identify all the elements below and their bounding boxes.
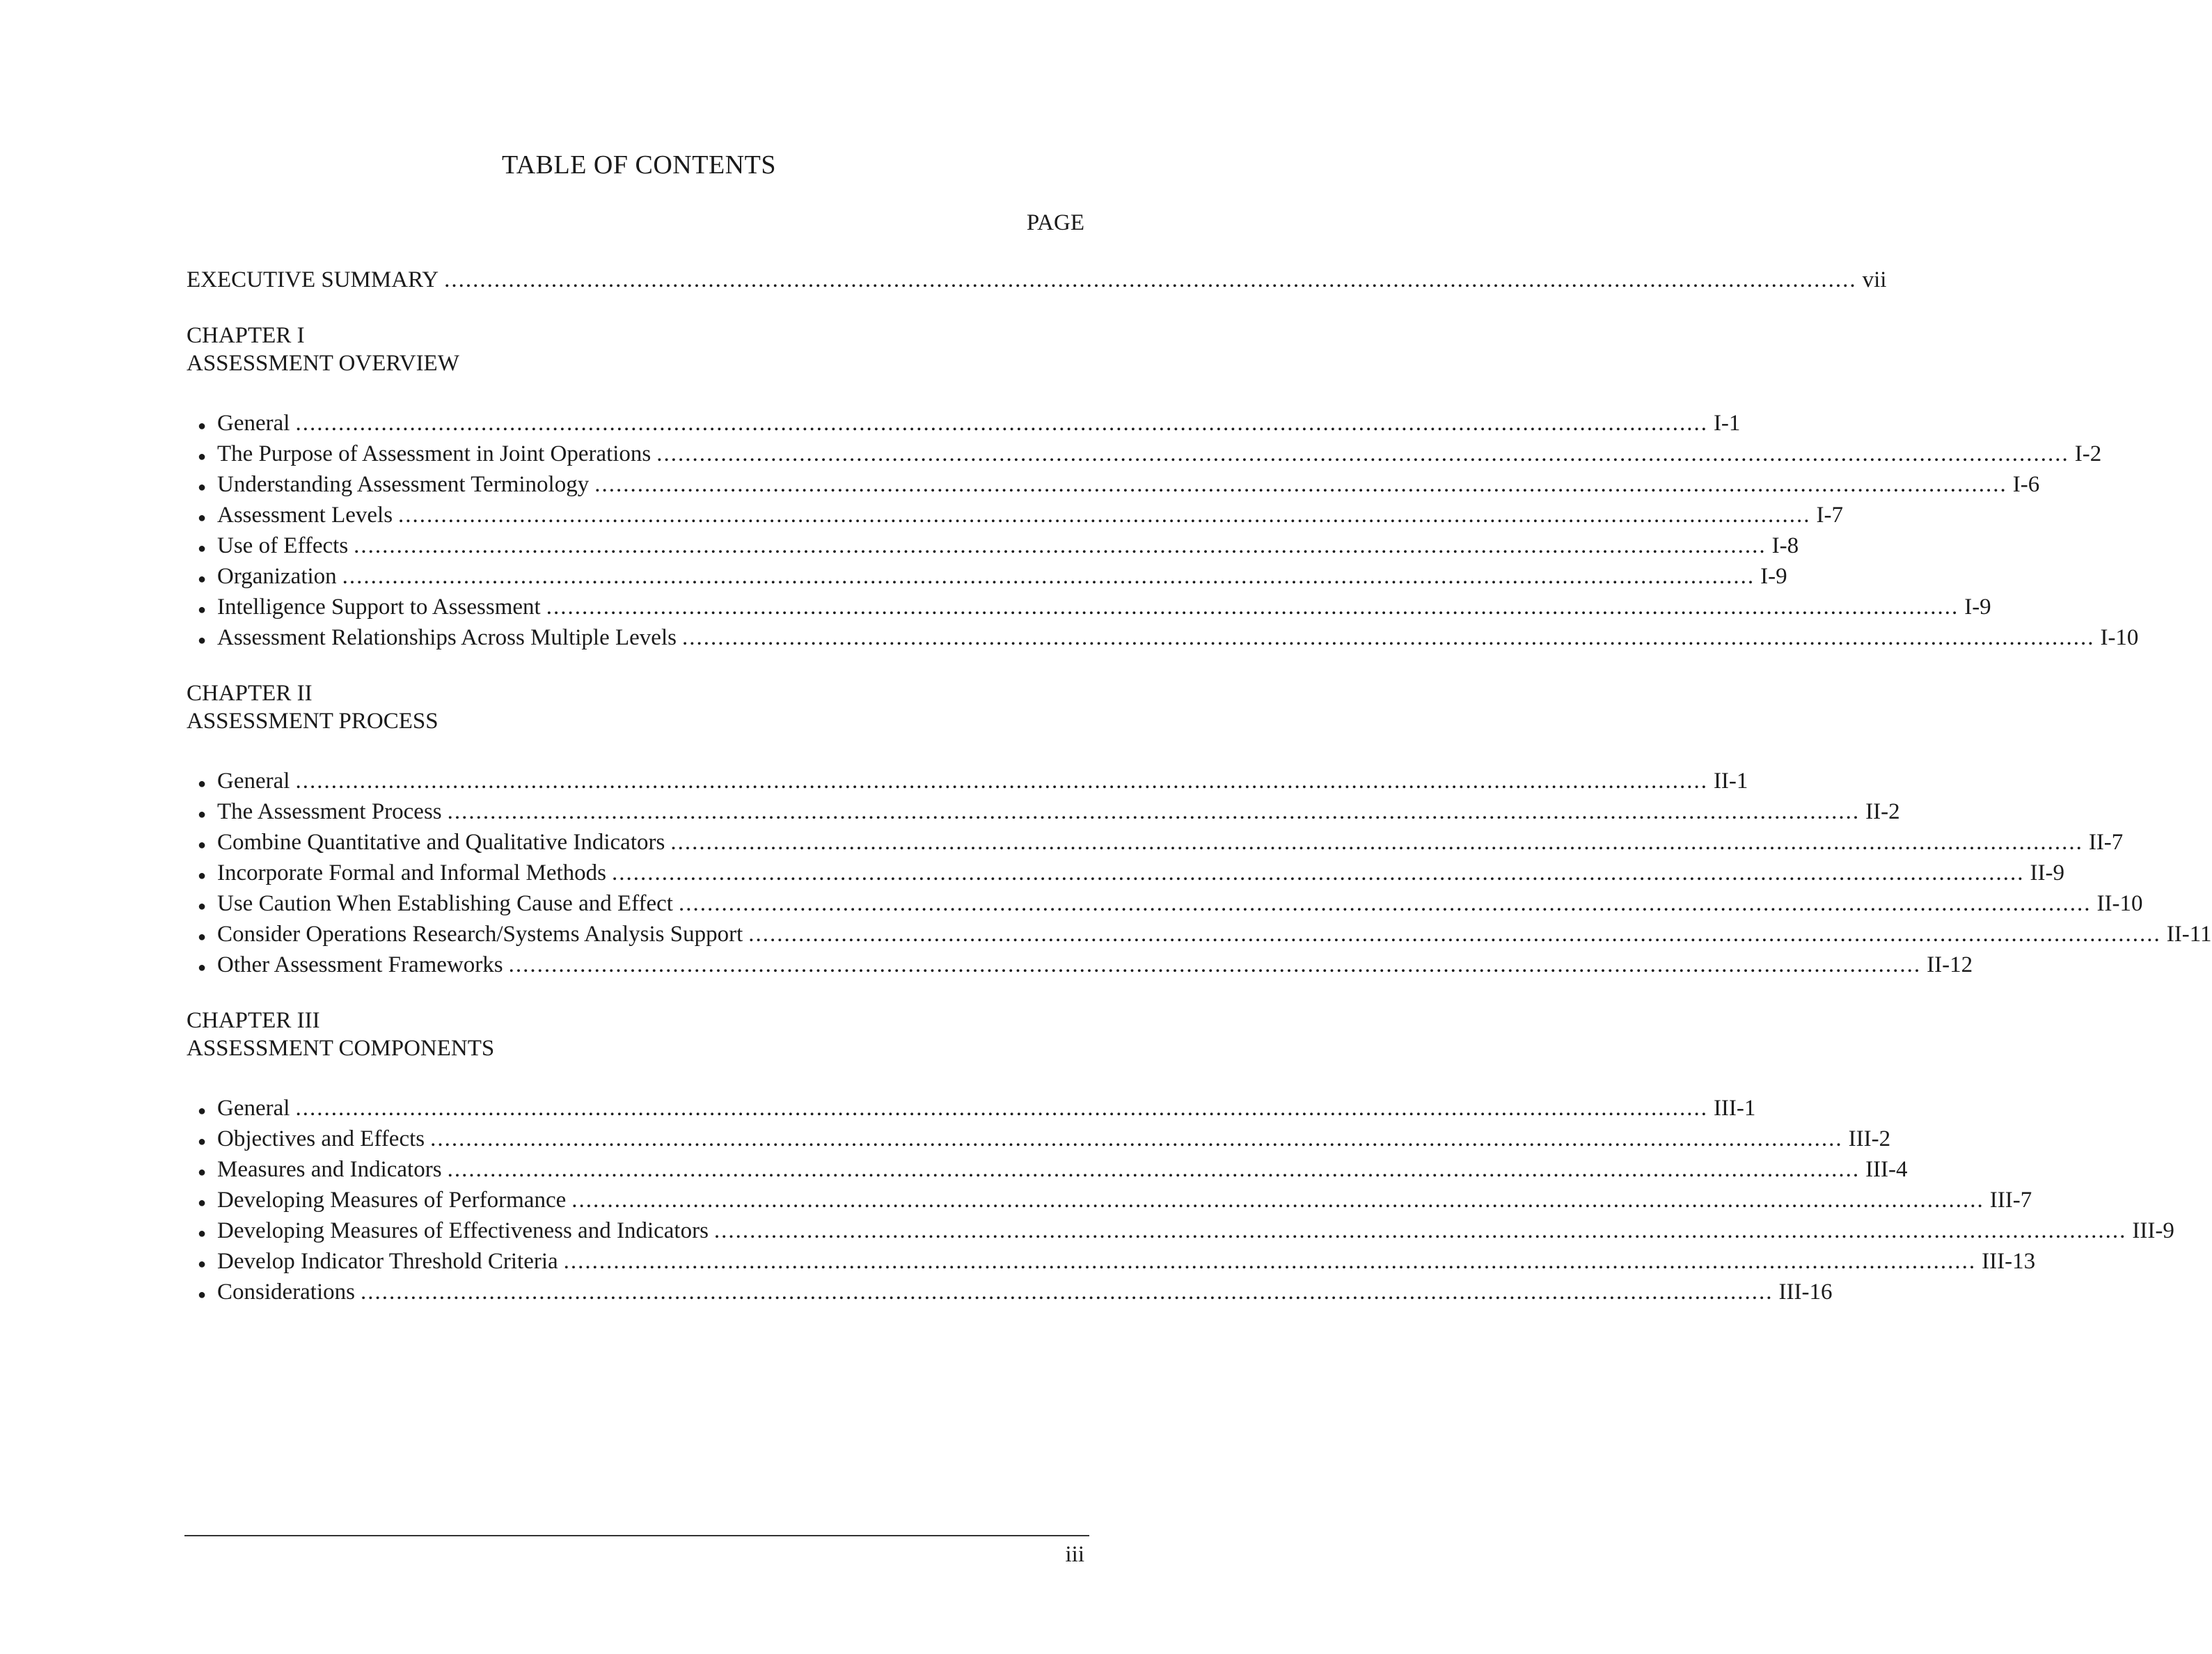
chapter-number: CHAPTER I bbox=[187, 323, 305, 348]
toc-entry-page: II-10 bbox=[2096, 891, 2143, 916]
bullet-icon: ● bbox=[197, 541, 207, 556]
bullet-icon: ● bbox=[197, 480, 207, 495]
bullet-icon: ● bbox=[197, 776, 207, 791]
toc-entry[interactable] bbox=[187, 561, 1787, 592]
chapter-entry-list bbox=[187, 766, 2212, 980]
toc-entry-label: Organization bbox=[217, 564, 337, 589]
bullet-icon: ● bbox=[197, 449, 207, 464]
toc-entry-label: Developing Measures of Performance bbox=[217, 1188, 567, 1213]
chapter-3-section bbox=[187, 1007, 2174, 1307]
toc-entry[interactable] bbox=[187, 1215, 2174, 1246]
toc-entry-page: III-16 bbox=[1778, 1279, 1833, 1305]
toc-entry[interactable] bbox=[187, 919, 2212, 950]
toc-entry-page: I-10 bbox=[2100, 625, 2139, 650]
dot-leader: ...................................................................................................................................................................................................... bbox=[563, 1249, 1977, 1274]
toc-entry-page: I-2 bbox=[2074, 441, 2102, 466]
bullet-icon: ● bbox=[197, 868, 207, 883]
dot-leader: ...................................................................................................................................................................................................... bbox=[295, 411, 1708, 436]
toc-entry[interactable] bbox=[187, 1154, 1908, 1185]
toc-entry-label: Intelligence Support to Assessment bbox=[217, 594, 541, 620]
dot-leader: ...................................................................................................................................................................................................... bbox=[678, 891, 2092, 916]
toc-entry[interactable] bbox=[187, 439, 2102, 469]
toc-entry[interactable] bbox=[187, 827, 2124, 858]
chapter-number: CHAPTER III bbox=[187, 1008, 320, 1033]
toc-entry-label: Measures and Indicators bbox=[217, 1157, 442, 1182]
toc-entry-label: Other Assessment Frameworks bbox=[217, 952, 503, 977]
toc-entry-page: II-2 bbox=[1865, 799, 1900, 824]
dot-leader: ...................................................................................................................................................................................................... bbox=[571, 1188, 1984, 1213]
toc-entry-label: Assessment Levels bbox=[217, 503, 393, 528]
toc-entry-page: II-7 bbox=[2088, 830, 2124, 855]
toc-entry-label: Consider Operations Research/Systems Analysis Support bbox=[217, 922, 743, 947]
toc-entry-page: II-12 bbox=[1927, 952, 1973, 977]
bullet-icon: ● bbox=[197, 807, 207, 822]
toc-entry-label: Considerations bbox=[217, 1279, 355, 1305]
toc-entry-page: I-9 bbox=[1760, 564, 1787, 589]
chapter-name: ASSESSMENT PROCESS bbox=[187, 709, 439, 734]
dot-leader: ...................................................................................................................................................................................................... bbox=[398, 503, 1811, 528]
bullet-icon: ● bbox=[197, 1195, 207, 1211]
dot-leader: ...................................................................................................................................................................................................... bbox=[508, 952, 1922, 977]
dot-leader: ...................................................................................................................................................................................................... bbox=[444, 267, 1857, 292]
toc-entry[interactable] bbox=[187, 1246, 2036, 1277]
toc-entry[interactable] bbox=[187, 469, 2040, 500]
bullet-icon: ● bbox=[197, 1165, 207, 1180]
toc-entry-page: vii bbox=[1862, 267, 1887, 292]
toc-entry-page: II-1 bbox=[1713, 769, 1748, 794]
dot-leader: ...................................................................................................................................................................................................... bbox=[342, 564, 1755, 589]
toc-entry-page: I-1 bbox=[1713, 411, 1741, 436]
dot-leader: ...................................................................................................................................................................................................... bbox=[681, 625, 2095, 650]
bullet-icon: ● bbox=[197, 929, 207, 945]
toc-entry-label: The Purpose of Assessment in Joint Operations bbox=[217, 441, 651, 466]
dot-leader: ...................................................................................................................................................................................................... bbox=[594, 472, 2007, 497]
dot-leader: ...................................................................................................................................................................................................... bbox=[295, 769, 1708, 794]
toc-entry-label: Develop Indicator Threshold Criteria bbox=[217, 1249, 558, 1274]
dot-leader: ...................................................................................................................................................................................................... bbox=[430, 1126, 1843, 1151]
toc-entry-page: I-9 bbox=[1964, 594, 1991, 620]
bullet-icon: ● bbox=[197, 1257, 207, 1272]
dot-leader: ...................................................................................................................................................................................................... bbox=[713, 1218, 2127, 1243]
toc-entry-executive-summary[interactable] bbox=[187, 265, 1887, 295]
footer-divider bbox=[184, 1535, 1089, 1536]
bullet-icon: ● bbox=[197, 1287, 207, 1302]
dot-leader: ...................................................................................................................................................................................................... bbox=[670, 830, 2083, 855]
dot-leader: ...................................................................................................................................................................................................... bbox=[612, 860, 2025, 885]
bullet-icon: ● bbox=[197, 1226, 207, 1241]
toc-entry-page: III-9 bbox=[2132, 1218, 2174, 1243]
bullet-icon: ● bbox=[197, 1134, 207, 1149]
toc-entry-page: I-6 bbox=[2012, 472, 2040, 497]
toc-entry[interactable] bbox=[187, 1277, 1833, 1307]
chapter-entry-list bbox=[187, 1093, 2174, 1307]
bullet-icon: ● bbox=[197, 633, 207, 648]
toc-entry-label: Developing Measures of Effectiveness and Indicators bbox=[217, 1218, 709, 1243]
toc-entry[interactable] bbox=[187, 796, 1900, 827]
toc-entry-label: General bbox=[217, 411, 290, 436]
chapter-number: CHAPTER II bbox=[187, 681, 313, 706]
bullet-icon: ● bbox=[197, 418, 207, 434]
dot-leader: ...................................................................................................................................................................................................... bbox=[360, 1279, 1773, 1305]
toc-entry-label: Use of Effects bbox=[217, 533, 349, 558]
toc-entry[interactable] bbox=[187, 622, 2139, 653]
dot-leader: ...................................................................................................................................................................................................... bbox=[295, 1096, 1708, 1121]
toc-entry-label: Combine Quantitative and Qualitative Indicators bbox=[217, 830, 665, 855]
dot-leader: ...................................................................................................................................................................................................... bbox=[354, 533, 1767, 558]
chapter-1-section bbox=[187, 322, 2139, 653]
toc-entry[interactable] bbox=[187, 408, 1741, 439]
toc-entry-label: Use Caution When Establishing Cause and Effect bbox=[217, 891, 673, 916]
dot-leader: ...................................................................................................................................................................................................... bbox=[447, 799, 1861, 824]
toc-entry-page: I-8 bbox=[1771, 533, 1799, 558]
page-column-heading: PAGE bbox=[1026, 210, 1084, 235]
dot-leader: ...................................................................................................................................................................................................... bbox=[656, 441, 2069, 466]
toc-entry[interactable] bbox=[187, 592, 1991, 622]
toc-entry-label: Assessment Relationships Across Multiple Levels bbox=[217, 625, 677, 650]
dot-leader: ...................................................................................................................................................................................................... bbox=[748, 922, 2161, 947]
bullet-icon: ● bbox=[197, 602, 207, 617]
toc-entry-page: III-7 bbox=[1989, 1188, 2032, 1213]
page-title: TABLE OF CONTENTS bbox=[502, 150, 776, 180]
toc-entry-page: III-1 bbox=[1713, 1096, 1756, 1121]
toc-entry[interactable] bbox=[187, 500, 1844, 530]
toc-entry-page: II-9 bbox=[2030, 860, 2064, 885]
bullet-icon: ● bbox=[197, 510, 207, 526]
toc-entry[interactable] bbox=[187, 1124, 1891, 1154]
chapter-name: ASSESSMENT COMPONENTS bbox=[187, 1036, 495, 1061]
chapter-2-section bbox=[187, 679, 2212, 980]
bullet-icon: ● bbox=[197, 1103, 207, 1119]
bullet-icon: ● bbox=[197, 960, 207, 975]
bullet-icon: ● bbox=[197, 837, 207, 853]
toc-entry-page: III-4 bbox=[1865, 1157, 1908, 1182]
dot-leader: ...................................................................................................................................................................................................... bbox=[447, 1157, 1861, 1182]
toc-entry-label: Incorporate Formal and Informal Methods bbox=[217, 860, 607, 885]
chapter-entry-list bbox=[187, 408, 2139, 653]
toc-entry-page: III-13 bbox=[1982, 1249, 2036, 1274]
toc-entry-label: Objectives and Effects bbox=[217, 1126, 425, 1151]
bullet-icon: ● bbox=[197, 899, 207, 914]
toc-entry-label: The Assessment Process bbox=[217, 799, 442, 824]
toc-entry[interactable] bbox=[187, 858, 2064, 888]
toc-entry-label: General bbox=[217, 1096, 290, 1121]
page-number: iii bbox=[1065, 1542, 1084, 1567]
toc-entry-label: Understanding Assessment Terminology bbox=[217, 472, 590, 497]
toc-entry[interactable] bbox=[187, 1185, 2032, 1215]
toc-entry[interactable] bbox=[187, 888, 2143, 919]
toc-entry[interactable] bbox=[187, 766, 1748, 796]
toc-entry[interactable] bbox=[187, 530, 1799, 561]
toc-entry-page: III-2 bbox=[1848, 1126, 1891, 1151]
bullet-icon: ● bbox=[197, 572, 207, 587]
toc-entry-label: EXECUTIVE SUMMARY bbox=[187, 267, 439, 292]
dot-leader: ...................................................................................................................................................................................................... bbox=[546, 594, 1959, 620]
chapter-name: ASSESSMENT OVERVIEW bbox=[187, 351, 459, 376]
toc-entry-page: I-7 bbox=[1816, 503, 1844, 528]
toc-entry[interactable] bbox=[187, 1093, 1756, 1124]
toc-entry[interactable] bbox=[187, 950, 1973, 980]
toc-entry-page: II-11 bbox=[2166, 922, 2212, 947]
toc-entry-label: General bbox=[217, 769, 290, 794]
